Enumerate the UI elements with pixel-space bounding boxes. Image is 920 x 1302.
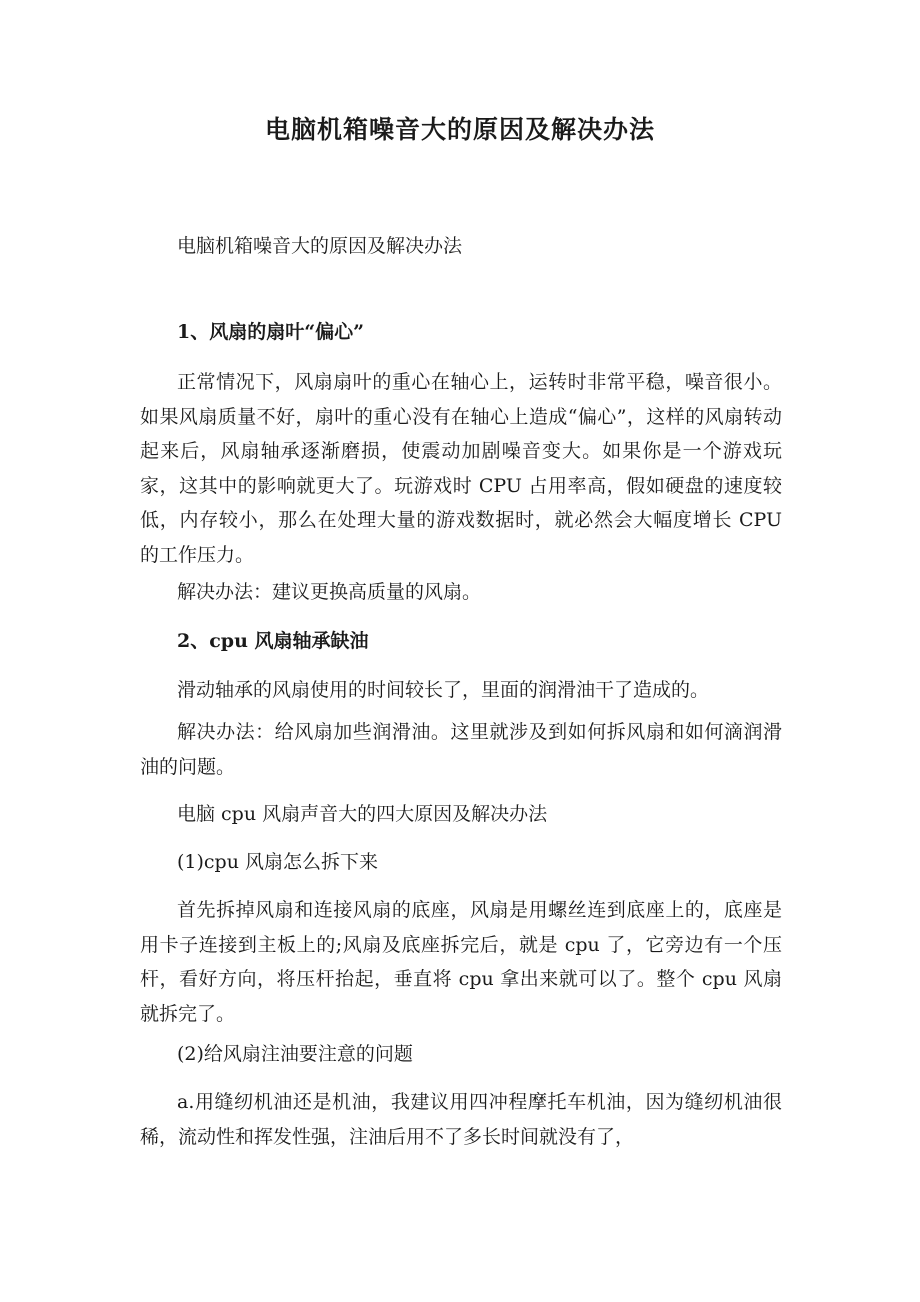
document-subtitle: 电脑机箱噪音大的原因及解决办法 [177,235,463,257]
section-1-solution: 解决办法：建议更换高质量的风扇。 [177,581,482,603]
section-3-heading: 电脑 cpu 风扇声音大的四大原因及解决办法 [177,803,548,825]
section-2-solution: 解决办法：给风扇加些润滑油。这里就涉及到如何拆风扇和如何滴润滑油的问题。 [140,721,782,778]
section-3-sub1-heading: (1)cpu 风扇怎么拆下来 [177,851,378,873]
document-title: 电脑机箱噪音大的原因及解决办法 [264,115,655,144]
section-1-body: 正常情况下，风扇扇叶的重心在轴心上，运转时非常平稳，噪音很小。如果风扇质量不好，扇叶的重心没有在轴心上造成“偏心”，这样的风扇转动起来后，风扇轴承逐渐磨损，使震动加剧噪音变大。如果你是一个游戏玩家，这其中的影响就更大了。玩游戏时 CPU 占用率高，假如硬盘的速度较低，内存较小，那么在处理大量的游戏数据时，就必然会大幅度增长 CPU 的工作压力。 [140,371,782,566]
section-1-heading: 1、风扇的扇叶“偏心” [177,321,365,343]
section-3-sub1-body: 首先拆掉风扇和连接风扇的底座，风扇是用螺丝连到底座上的，底座是用卡子连接到主板上的;风扇及底座拆完后，就是 cpu 了，它旁边有一个压杆，看好方向，将压杆抬起，垂直将 cpu 拿出来就可以了。整个 cpu 风扇就拆完了。 [140,899,782,1025]
section-3-sub2-body: a.用缝纫机油还是机油，我建议用四冲程摩托车机油，因为缝纫机油很稀，流动性和挥发性强，注油后用不了多长时间就没有了， [140,1091,782,1148]
section-2-heading: 2、cpu 风扇轴承缺油 [177,630,369,652]
section-2-body: 滑动轴承的风扇使用的时间较长了，里面的润滑油干了造成的。 [177,679,710,701]
section-3-sub2-heading: (2)给风扇注油要注意的问题 [177,1043,413,1065]
